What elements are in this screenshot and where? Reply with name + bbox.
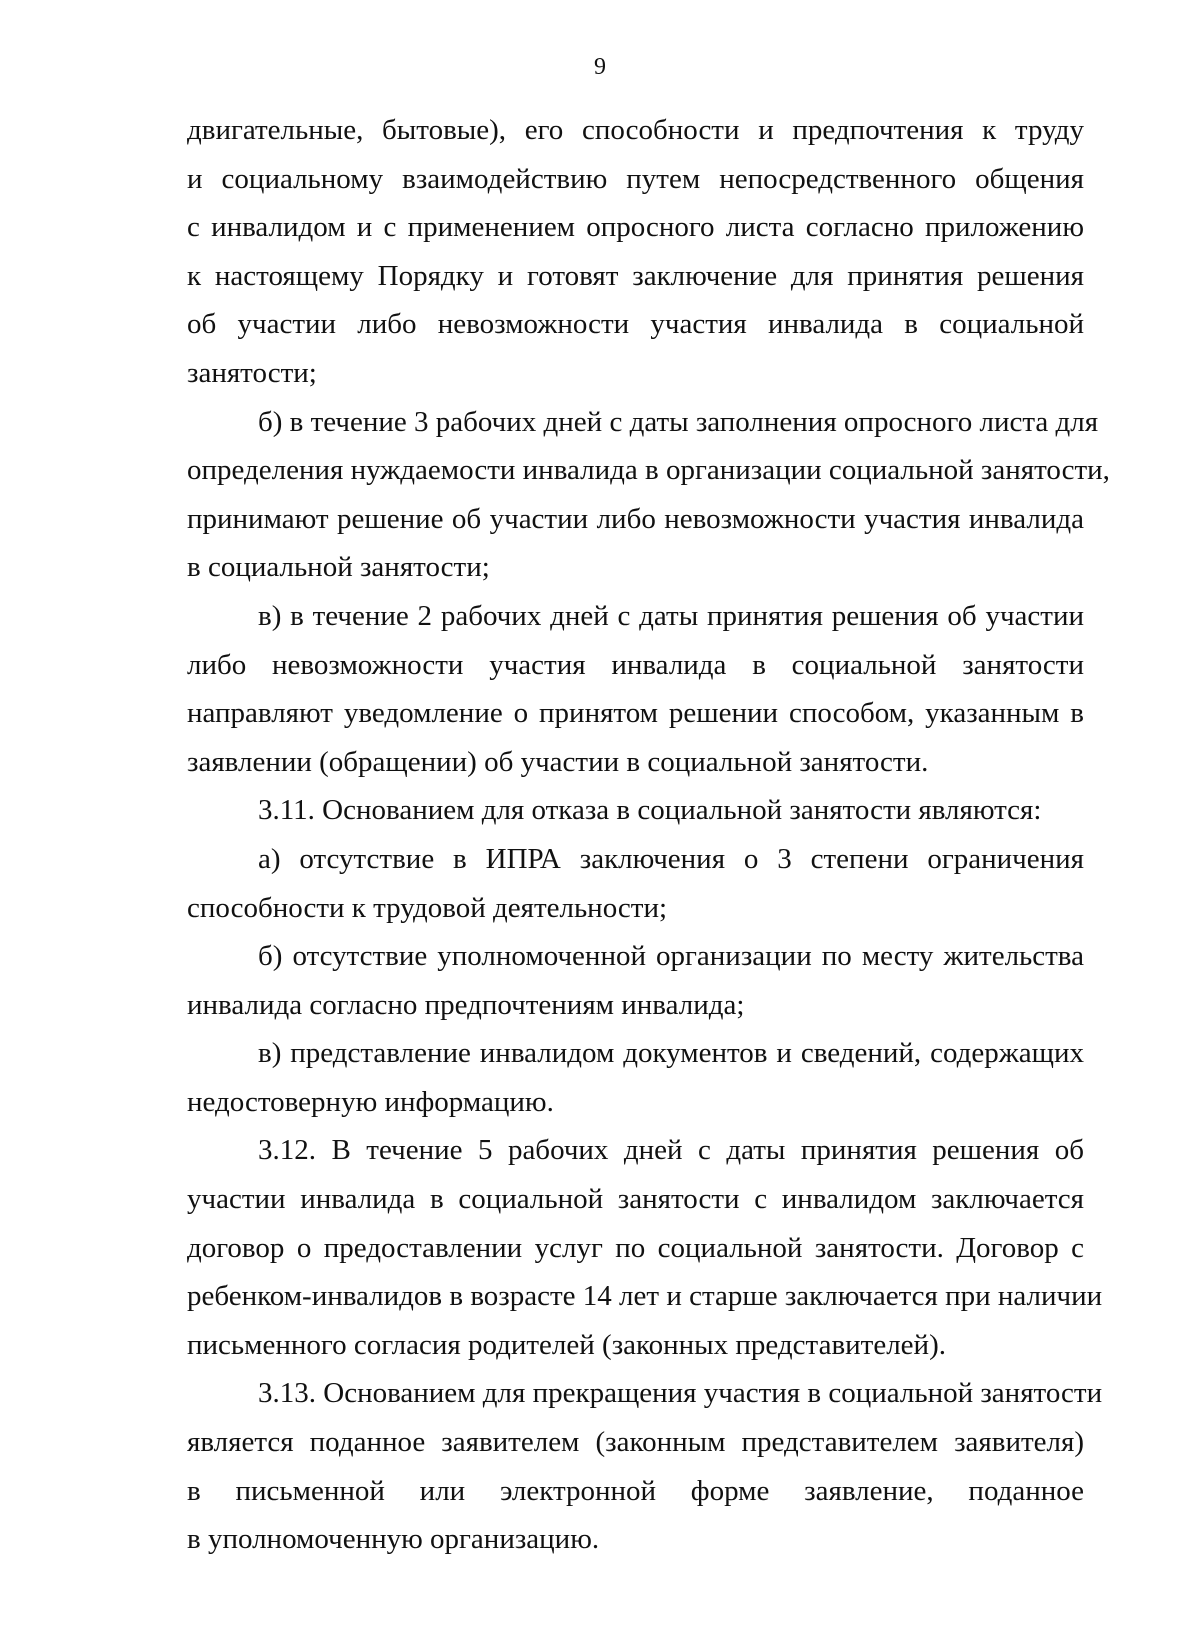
- document-body: [187, 106, 1110, 1564]
- text-line: в) представление инвалидом документов и сведений, содержащих: [258, 1037, 1084, 1070]
- text-line: в социальной занятости;: [187, 551, 490, 584]
- text-line: с инвалидом и с применением опросного листа согласно приложению: [187, 211, 1084, 244]
- paragraph: [187, 592, 1084, 786]
- text-line: ребенком-инвалидов в возрасте 14 лет и старше заключается при наличии: [187, 1280, 1103, 1313]
- text-line: б) в течение 3 рабочих дней с даты заполнения опросного листа для: [258, 405, 1099, 438]
- text-line: принимают решение об участии либо невозможности участия инвалида: [187, 502, 1084, 535]
- text-line: а) отсутствие в ИПРА заключения о 3 степени ограничения: [258, 842, 1084, 875]
- text-line: либо невозможности участия инвалида в социальной занятости: [187, 648, 1084, 681]
- paragraph: [187, 932, 1084, 1029]
- text-line: письменного согласия родителей (законных представителей).: [187, 1328, 946, 1361]
- text-line: заявлении (обращении) об участии в социальной занятости.: [187, 745, 929, 778]
- text-line: в) в течение 2 рабочих дней с даты принятия решения об участии: [258, 599, 1084, 632]
- paragraph: [187, 106, 1084, 398]
- text-line: б) отсутствие уполномоченной организации по месту жительства: [258, 940, 1084, 973]
- text-line: способности к трудовой деятельности;: [187, 891, 668, 924]
- paragraph: [187, 786, 1084, 835]
- text-line: участии инвалида в социальной занятости с инвалидом заключается: [187, 1183, 1084, 1216]
- text-line: недостоверную информацию.: [187, 1085, 554, 1118]
- text-line: занятости;: [187, 356, 317, 389]
- text-line: к настоящему Порядку и готовят заключение для принятия решения: [187, 259, 1084, 292]
- paragraph: [187, 835, 1084, 932]
- text-line: 3.11. Основанием для отказа в социальной занятости являются:: [258, 794, 1042, 827]
- paragraph: [187, 1369, 1103, 1563]
- text-line: в письменной или электронной форме заявление, поданное: [187, 1474, 1084, 1507]
- text-line: 3.12. В течение 5 рабочих дней с даты принятия решения об: [258, 1134, 1084, 1167]
- text-line: об участии либо невозможности участия инвалида в социальной: [187, 308, 1084, 341]
- text-line: является поданное заявителем (законным представителем заявителя): [187, 1426, 1084, 1459]
- paragraph: [187, 398, 1110, 592]
- text-line: определения нуждаемости инвалида в организации социальной занятости,: [187, 454, 1110, 487]
- text-line: инвалида согласно предпочтениям инвалида;: [187, 988, 745, 1021]
- text-line: в уполномоченную организацию.: [187, 1523, 600, 1556]
- paragraph: [187, 1126, 1103, 1369]
- text-line: договор о предоставлении услуг по социальной занятости. Договор с: [187, 1231, 1084, 1264]
- page-number: 9: [594, 54, 606, 80]
- text-line: и социальному взаимодействию путем непосредственного общения: [187, 162, 1084, 195]
- text-line: двигательные, бытовые), его способности и предпочтения к труду: [187, 114, 1084, 146]
- text-line: 3.13. Основанием для прекращения участия в социальной занятости: [258, 1377, 1103, 1410]
- text-line: направляют уведомление о принятом решении способом, указанным в: [187, 697, 1084, 730]
- paragraph: [187, 1029, 1084, 1126]
